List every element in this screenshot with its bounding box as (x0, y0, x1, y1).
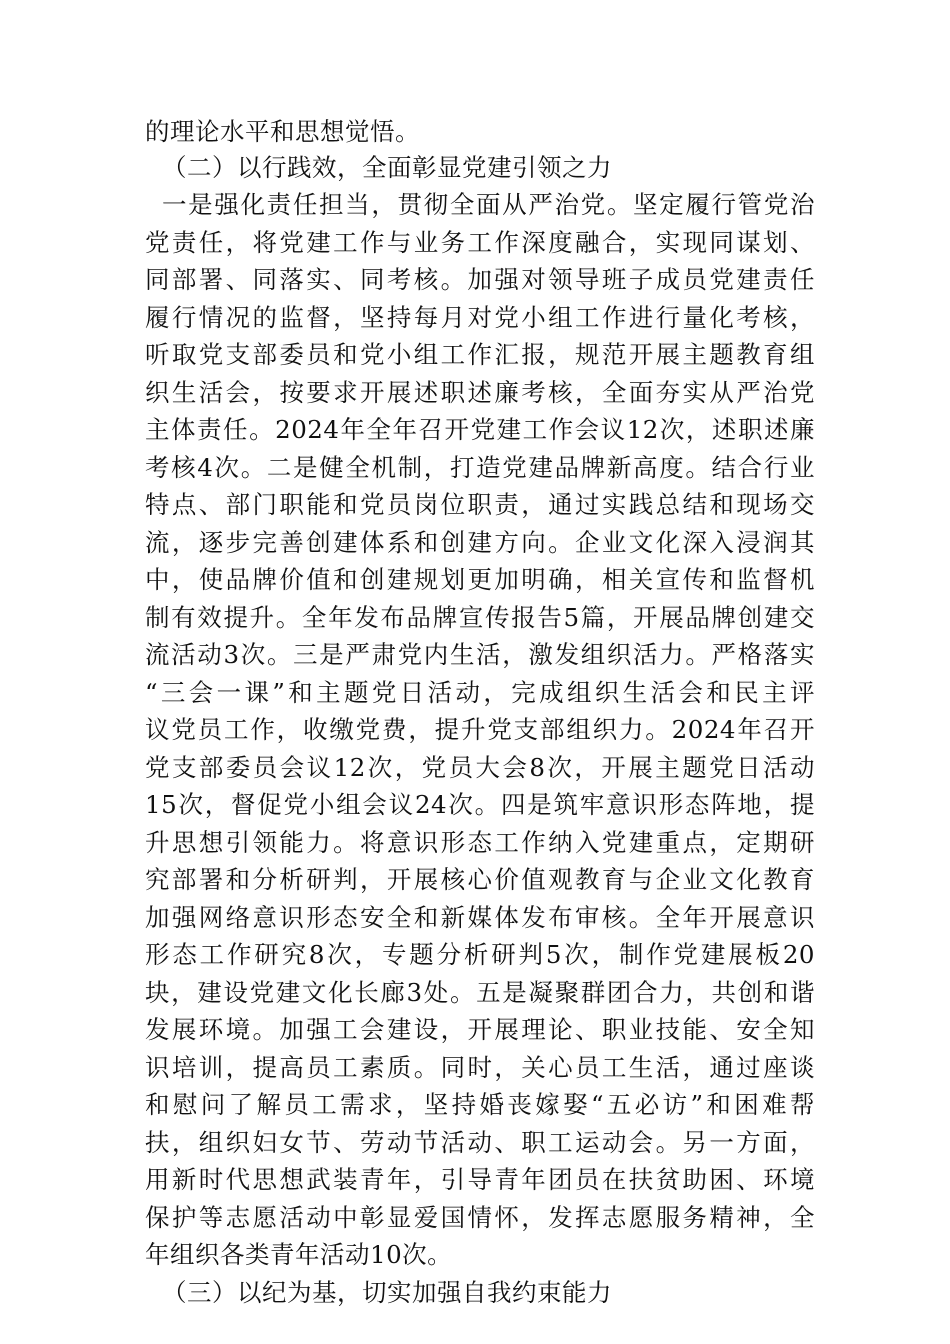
paragraph-line: 升思想引领能力。将意识形态工作纳入党建重点，定期研 (145, 828, 815, 857)
paragraph-line: 议党员工作，收缴党费，提升党支部组织力。2024年召开 (145, 715, 815, 744)
paragraph-line: 党支部委员会议12次，党员大会8次，开展主题党日活动 (145, 753, 815, 782)
paragraph-line: 考核4次。二是健全机制，打造党建品牌新高度。结合行业 (145, 453, 815, 482)
paragraph-line: 块，建设党建文化长廊3处。五是凝聚群团合力，共创和谐 (145, 978, 815, 1007)
paragraph-line: 流活动3次。三是严肃党内生活，激发组织活力。严格落实 (145, 640, 815, 669)
paragraph-line: 听取党支部委员和党小组工作汇报，规范开展主题教育组 (145, 340, 815, 369)
paragraph-line: 的理论水平和思想觉悟。 (145, 117, 420, 146)
paragraph-line: 和慰问了解员工需求，坚持婚丧嫁娶“五必访”和困难帮 (145, 1090, 815, 1119)
paragraph-line: 年组织各类青年活动10次。 (145, 1240, 453, 1269)
section-heading: （三）以纪为基，切实加强自我约束能力 (162, 1278, 612, 1307)
paragraph-line: 一是强化责任担当，贯彻全面从严治党。坚定履行管党治 (162, 190, 815, 219)
paragraph-line: 扶，组织妇女节、劳动节活动、职工运动会。另一方面， (145, 1128, 815, 1157)
paragraph-line: 加强网络意识形态安全和新媒体发布审核。全年开展意识 (145, 903, 815, 932)
paragraph-line: 制有效提升。全年发布品牌宣传报告5篇，开展品牌创建交 (145, 603, 815, 632)
section-heading: （二）以行践效，全面彰显党建引领之力 (162, 153, 612, 182)
paragraph-line: “三会一课”和主题党日活动，完成组织生活会和民主评 (145, 678, 815, 707)
paragraph-line: 中，使品牌价值和创建规划更加明确，相关宣传和监督机 (145, 565, 815, 594)
paragraph-line: 识培训，提高员工素质。同时，关心员工生活，通过座谈 (145, 1053, 815, 1082)
paragraph-line: 党责任，将党建工作与业务工作深度融合，实现同谋划、 (145, 228, 815, 257)
paragraph-line: 流，逐步完善创建体系和创建方向。企业文化深入浸润其 (145, 528, 815, 557)
paragraph-line: 用新时代思想武装青年，引导青年团员在扶贫助困、环境 (145, 1165, 815, 1194)
paragraph-line: 15次，督促党小组会议24次。四是筑牢意识形态阵地，提 (145, 790, 815, 819)
paragraph-line: 同部署、同落实、同考核。加强对领导班子成员党建责任 (145, 265, 815, 294)
paragraph-line: 形态工作研究8次，专题分析研判5次，制作党建展板20 (145, 940, 815, 969)
paragraph-line: 保护等志愿活动中彰显爱国情怀，发挥志愿服务精神，全 (145, 1203, 815, 1232)
paragraph-line: 主体责任。2024年全年召开党建工作会议12次，述职述廉 (145, 415, 815, 444)
paragraph-line: 履行情况的监督，坚持每月对党小组工作进行量化考核， (145, 303, 815, 332)
paragraph-line: 发展环境。加强工会建设，开展理论、职业技能、安全知 (145, 1015, 815, 1044)
paragraph-line: 织生活会，按要求开展述职述廉考核，全面夯实从严治党 (145, 378, 815, 407)
paragraph-line: 究部署和分析研判，开展核心价值观教育与企业文化教育 (145, 865, 815, 894)
paragraph-line: 特点、部门职能和党员岗位职责，通过实践总结和现场交 (145, 490, 815, 519)
